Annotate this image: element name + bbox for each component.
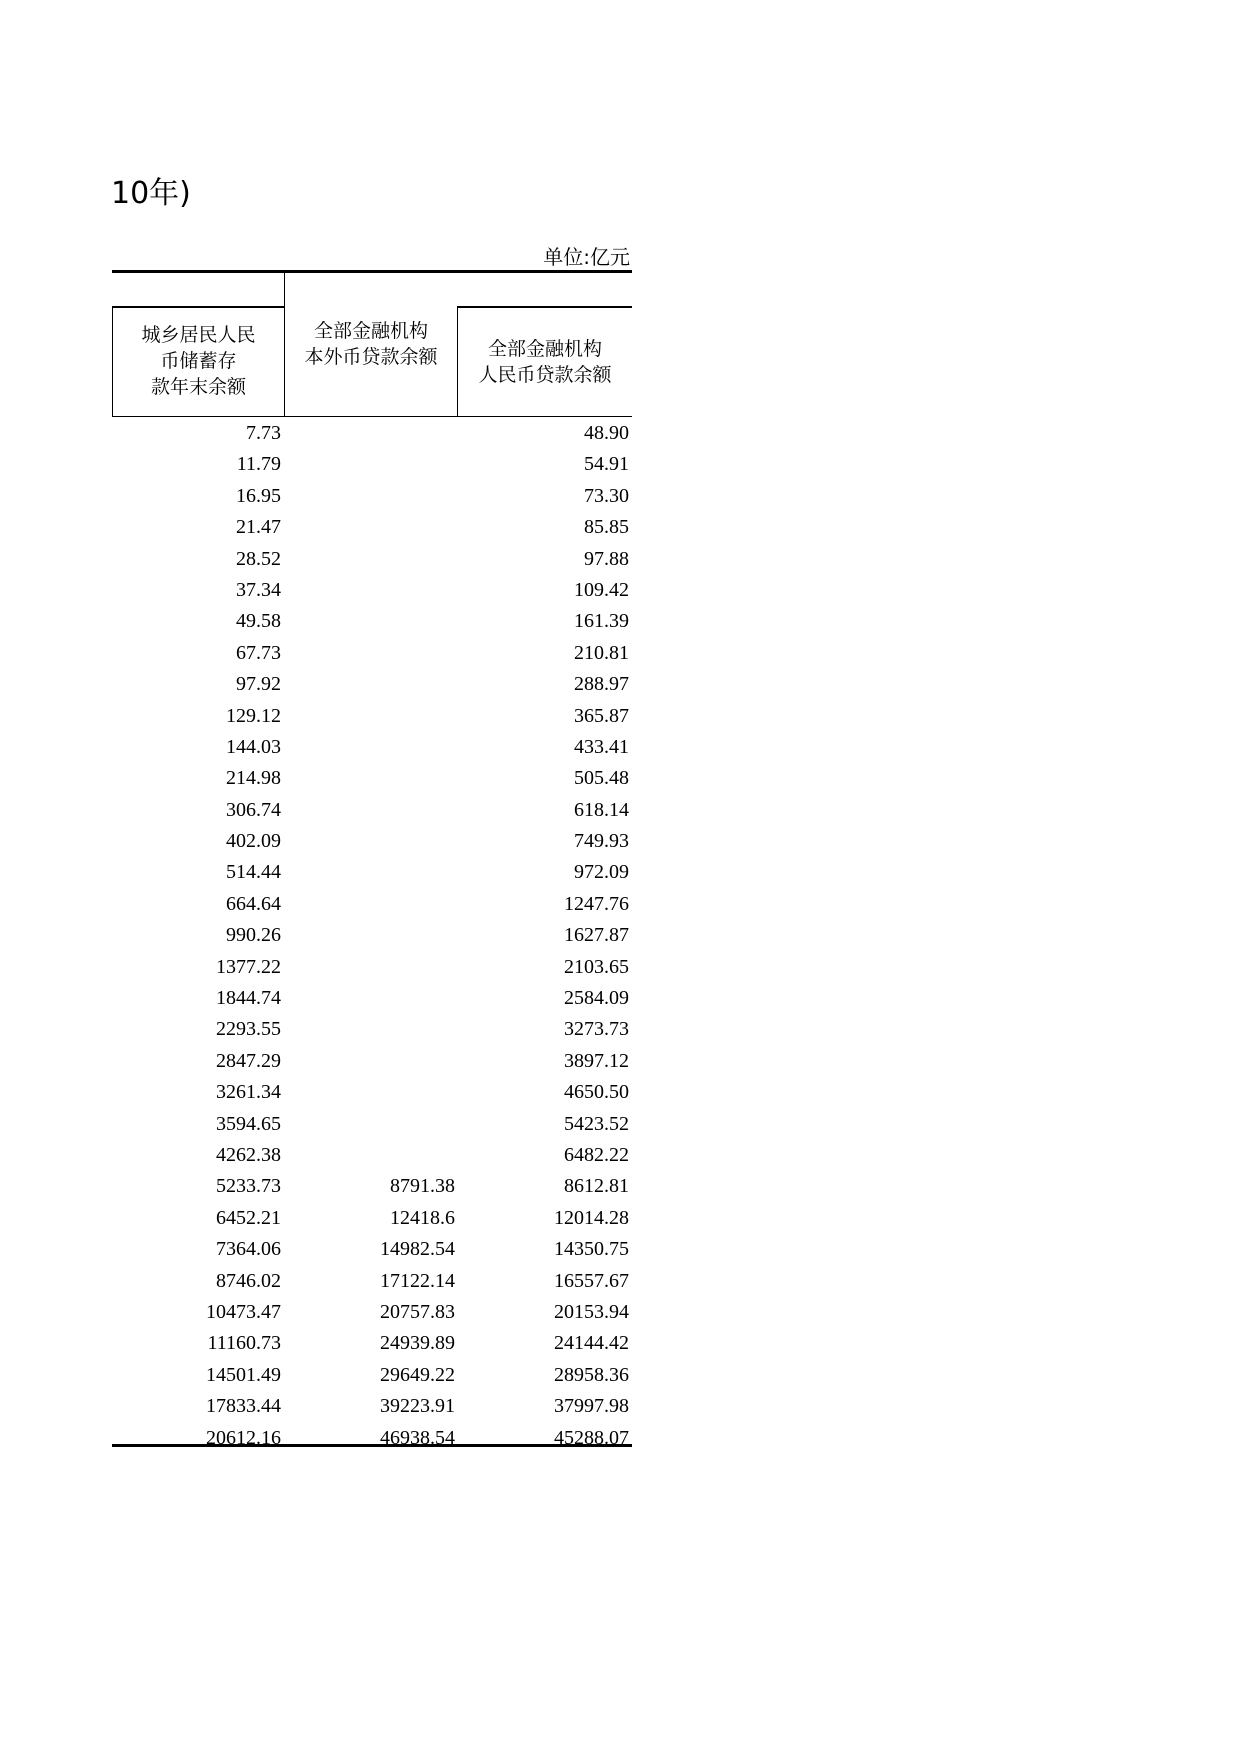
table-row <box>112 983 632 1014</box>
table-cell-c1: 402.09 <box>226 830 281 853</box>
table-row <box>112 449 632 480</box>
table-cell-c1: 49.58 <box>236 610 281 633</box>
table-row <box>112 638 632 669</box>
table-row <box>112 575 632 606</box>
table-row <box>112 1077 632 1108</box>
table-cell-c1: 20612.16 <box>206 1426 281 1449</box>
table-cell-c3: 45288.07 <box>554 1426 629 1449</box>
table-cell-c1: 1844.74 <box>216 987 281 1010</box>
table-row <box>112 606 632 637</box>
table-row <box>112 481 632 512</box>
table-cell-c3: 749.93 <box>574 830 629 853</box>
header-household-savings: 城乡居民人民 币储蓄存 款年末余额 <box>141 324 256 398</box>
unit-label: 单位:亿元 <box>543 245 630 269</box>
table-cell-c3: 97.88 <box>584 547 629 570</box>
header-inner-rule-right <box>458 306 632 308</box>
table-cell-c3: 3897.12 <box>564 1049 629 1072</box>
table-row <box>112 1360 632 1391</box>
table-cell-c3: 288.97 <box>574 673 629 696</box>
table-cell-c2: 29649.22 <box>380 1363 455 1386</box>
table-top-rule <box>112 270 632 273</box>
table-row <box>112 795 632 826</box>
table-cell-c2: 17122.14 <box>380 1269 455 1292</box>
table-cell-c1: 97.92 <box>236 673 281 696</box>
table-cell-c3: 1247.76 <box>564 892 629 915</box>
table-cell-c3: 8612.81 <box>564 1175 629 1198</box>
header-bottom-rule <box>112 416 632 417</box>
table-cell-c1: 129.12 <box>226 704 281 727</box>
table-row <box>112 1109 632 1140</box>
table-cell-c3: 5423.52 <box>564 1112 629 1135</box>
table-row <box>112 1328 632 1359</box>
table-cell-c3: 6482.22 <box>564 1143 629 1166</box>
table-cell-c1: 2293.55 <box>216 1018 281 1041</box>
table-cell-c1: 990.26 <box>226 924 281 947</box>
table-cell-c2: 24939.89 <box>380 1332 455 1355</box>
table-cell-c1: 1377.22 <box>216 955 281 978</box>
table-cell-c1: 11160.73 <box>207 1332 281 1355</box>
table-row <box>112 889 632 920</box>
table-row <box>112 1014 632 1045</box>
table-cell-c2: 14982.54 <box>380 1238 455 1261</box>
table-cell-c3: 618.14 <box>574 798 629 821</box>
table-row <box>112 1171 632 1202</box>
table-cell-c1: 7.73 <box>246 422 281 444</box>
header-inner-rule-left <box>112 306 284 308</box>
table-cell-c3: 3273.73 <box>564 1018 629 1041</box>
table-row <box>112 952 632 983</box>
table-row <box>112 1266 632 1297</box>
table-cell-c1: 306.74 <box>226 798 281 821</box>
table-cell-c1: 664.64 <box>226 892 281 915</box>
table-row <box>112 1203 632 1234</box>
table-cell-c2: 46938.54 <box>380 1426 455 1449</box>
table-cell-c3: 109.42 <box>574 578 629 601</box>
table-cell-c1: 214.98 <box>226 767 281 790</box>
table-cell-c1: 6452.21 <box>216 1206 281 1229</box>
table-cell-c1: 514.44 <box>226 861 281 884</box>
table-cell-c1: 37.34 <box>236 578 281 601</box>
table-cell-c2: 8791.38 <box>390 1175 455 1198</box>
data-rows <box>112 418 632 1454</box>
table-cell-c3: 1627.87 <box>564 924 629 947</box>
table-cell-c1: 17833.44 <box>206 1395 281 1418</box>
table-cell-c1: 8746.02 <box>216 1269 281 1292</box>
table-row <box>112 701 632 732</box>
table-cell-c1: 28.52 <box>236 547 281 570</box>
table-row <box>112 669 632 700</box>
table-cell-c2: 12418.6 <box>390 1206 455 1229</box>
table-cell-c3: 2103.65 <box>564 955 629 978</box>
table-row <box>112 857 632 888</box>
table-row <box>112 1297 632 1328</box>
table-cell-c1: 21.47 <box>236 516 281 539</box>
table-cell-c1: 2847.29 <box>216 1049 281 1072</box>
table-cell-c3: 210.81 <box>574 641 629 664</box>
table-row <box>112 920 632 951</box>
table-cell-c1: 5233.73 <box>216 1175 281 1198</box>
table-row <box>112 763 632 794</box>
table-cell-c1: 3594.65 <box>216 1112 281 1135</box>
table-cell-c3: 54.91 <box>584 453 629 476</box>
table-cell-c3: 73.30 <box>584 484 629 507</box>
table-cell-c1: 11.79 <box>236 453 281 476</box>
table-row <box>112 1234 632 1265</box>
table-row <box>112 544 632 575</box>
table-cell-c3: 161.39 <box>574 610 629 633</box>
page-title: 10年) <box>111 176 191 211</box>
table-cell-c3: 4650.50 <box>564 1081 629 1104</box>
table-cell-c1: 14501.49 <box>206 1363 281 1386</box>
table-cell-c3: 505.48 <box>574 767 629 790</box>
table-cell-c3: 14350.75 <box>554 1238 629 1261</box>
table-cell-c3: 28958.36 <box>554 1363 629 1386</box>
table-cell-c1: 4262.38 <box>216 1143 281 1166</box>
table-cell-c3: 16557.67 <box>554 1269 629 1292</box>
table-cell-c3: 85.85 <box>584 516 629 539</box>
table-cell-c3: 37997.98 <box>554 1395 629 1418</box>
table-row <box>112 1046 632 1077</box>
table-cell-c3: 20153.94 <box>554 1300 629 1323</box>
table-cell-c3: 12014.28 <box>554 1206 629 1229</box>
table-row <box>112 1140 632 1171</box>
table-cell-c1: 144.03 <box>226 735 281 758</box>
table-cell-c3: 972.09 <box>574 861 629 884</box>
table-row <box>112 826 632 857</box>
table-cell-c1: 7364.06 <box>216 1238 281 1261</box>
table-cell-c1: 3261.34 <box>216 1081 281 1104</box>
table-cell-c1: 10473.47 <box>206 1300 281 1323</box>
table-row <box>112 1391 632 1422</box>
header-total-loans-rmb: 全部金融机构 人民币贷款余额 <box>478 338 612 386</box>
table-cell-c1: 67.73 <box>236 641 281 664</box>
table-cell-c3: 48.90 <box>584 422 629 444</box>
table-row <box>112 512 632 543</box>
table-cell-c3: 365.87 <box>574 704 629 727</box>
table-row <box>112 418 632 449</box>
table-cell-c2: 20757.83 <box>380 1300 455 1323</box>
header-total-loans-all-currencies: 全部金融机构 本外币贷款余额 <box>304 320 438 368</box>
table-cell-c1: 16.95 <box>236 484 281 507</box>
table-row <box>112 1423 632 1454</box>
table-cell-c3: 433.41 <box>574 735 629 758</box>
table-cell-c3: 2584.09 <box>564 987 629 1010</box>
table-cell-c3: 24144.42 <box>554 1332 629 1355</box>
table-row <box>112 732 632 763</box>
table-cell-c2: 39223.91 <box>380 1395 455 1418</box>
